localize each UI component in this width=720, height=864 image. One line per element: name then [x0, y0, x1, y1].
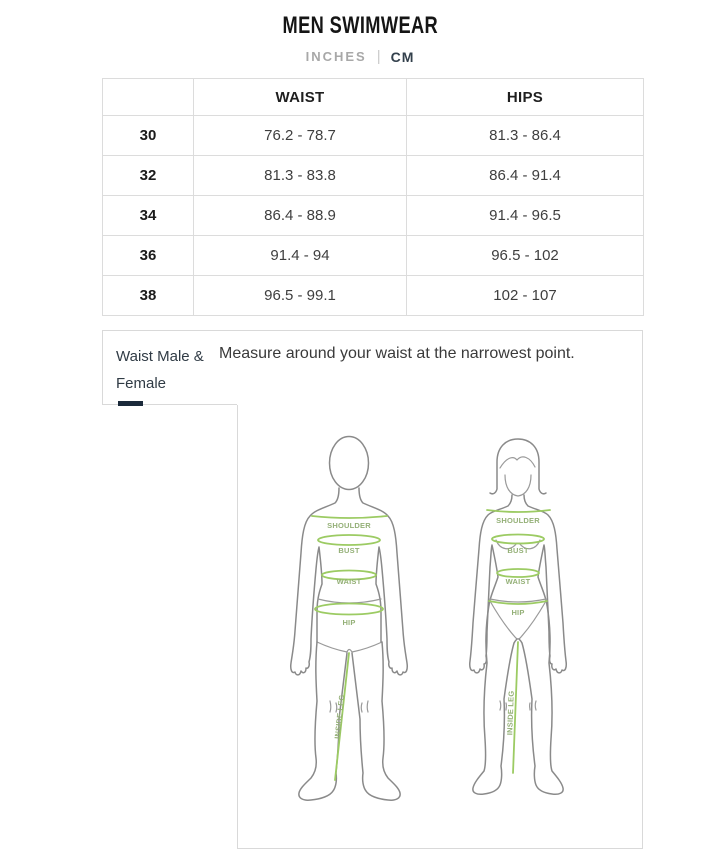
waist-cell: 81.3 - 83.8 [194, 156, 407, 196]
hips-cell: 96.5 - 102 [407, 236, 644, 276]
measure-guide-panel [102, 330, 643, 848]
unit-divider: | [376, 48, 381, 65]
female-figure [470, 439, 567, 794]
hips-cell: 91.4 - 96.5 [407, 196, 644, 236]
male-bust-line [318, 535, 380, 545]
female-face-outline [505, 475, 531, 496]
unit-toggle [0, 48, 720, 65]
unit-option-cm[interactable]: CM [390, 48, 415, 65]
size-table-header-row [103, 79, 644, 116]
female-right-leg-outline [519, 605, 563, 794]
page-title-row [0, 12, 720, 40]
page-title: MEN SWIMWEAR [282, 12, 438, 39]
measurement-diagram [237, 405, 643, 849]
hips-cell: 102 - 107 [407, 276, 644, 316]
male-trunks-hem [317, 642, 382, 652]
body-measurement-diagram-svg [238, 405, 644, 849]
waist-cell: 96.5 - 99.1 [194, 276, 407, 316]
male-shoulder-line [312, 516, 387, 518]
tab-label: Waist Male & Female [116, 348, 204, 392]
size-column-header [103, 79, 194, 116]
male-waist-label: WAIST [336, 577, 362, 586]
male-shoulder-label: SHOULDER [327, 521, 371, 530]
table-row [103, 276, 644, 316]
male-right-leg-outline [352, 642, 400, 800]
unit-option-inches[interactable]: INCHES [305, 49, 367, 64]
female-shoulder-line [487, 510, 550, 512]
hips-column-header: HIPS [407, 79, 644, 116]
female-hip-label: HIP [511, 608, 525, 617]
male-hip-line [315, 604, 383, 615]
female-bust-line [492, 535, 544, 544]
female-shoulder-label: SHOULDER [496, 516, 540, 525]
tab-waist-male-female[interactable] [102, 331, 237, 405]
female-waist-label: WAIST [505, 577, 531, 586]
waist-cell: 76.2 - 78.7 [194, 116, 407, 156]
male-bust-label: BUST [338, 546, 360, 555]
hips-cell: 86.4 - 91.4 [407, 156, 644, 196]
female-hair-outline [490, 439, 546, 494]
table-row [103, 156, 644, 196]
male-inside-leg-label: INSIDE LEG [332, 694, 347, 740]
size-cell: 30 [103, 116, 194, 156]
size-table [102, 78, 644, 316]
female-bust-label: BUST [507, 546, 529, 555]
waist-cell: 86.4 - 88.9 [194, 196, 407, 236]
male-hip-label: HIP [342, 618, 356, 627]
female-waist-line [497, 569, 539, 577]
table-row [103, 196, 644, 236]
table-row [103, 116, 644, 156]
female-fringe-line [500, 457, 535, 468]
hips-cell: 81.3 - 86.4 [407, 116, 644, 156]
active-tab-indicator [118, 401, 143, 406]
male-head-outline [330, 437, 369, 490]
male-figure [291, 437, 408, 801]
male-trunks-waistband [318, 599, 381, 603]
size-cell: 38 [103, 276, 194, 316]
size-cell: 32 [103, 156, 194, 196]
waist-cell: 91.4 - 94 [194, 236, 407, 276]
table-row [103, 236, 644, 276]
female-bikini-outline [490, 599, 546, 639]
waist-column-header: WAIST [194, 79, 407, 116]
size-cell: 36 [103, 236, 194, 276]
size-cell: 34 [103, 196, 194, 236]
female-inside-leg-label: INSIDE LEG [505, 690, 516, 736]
measure-instruction: Measure around your waist at the narrowest point. [219, 345, 575, 362]
